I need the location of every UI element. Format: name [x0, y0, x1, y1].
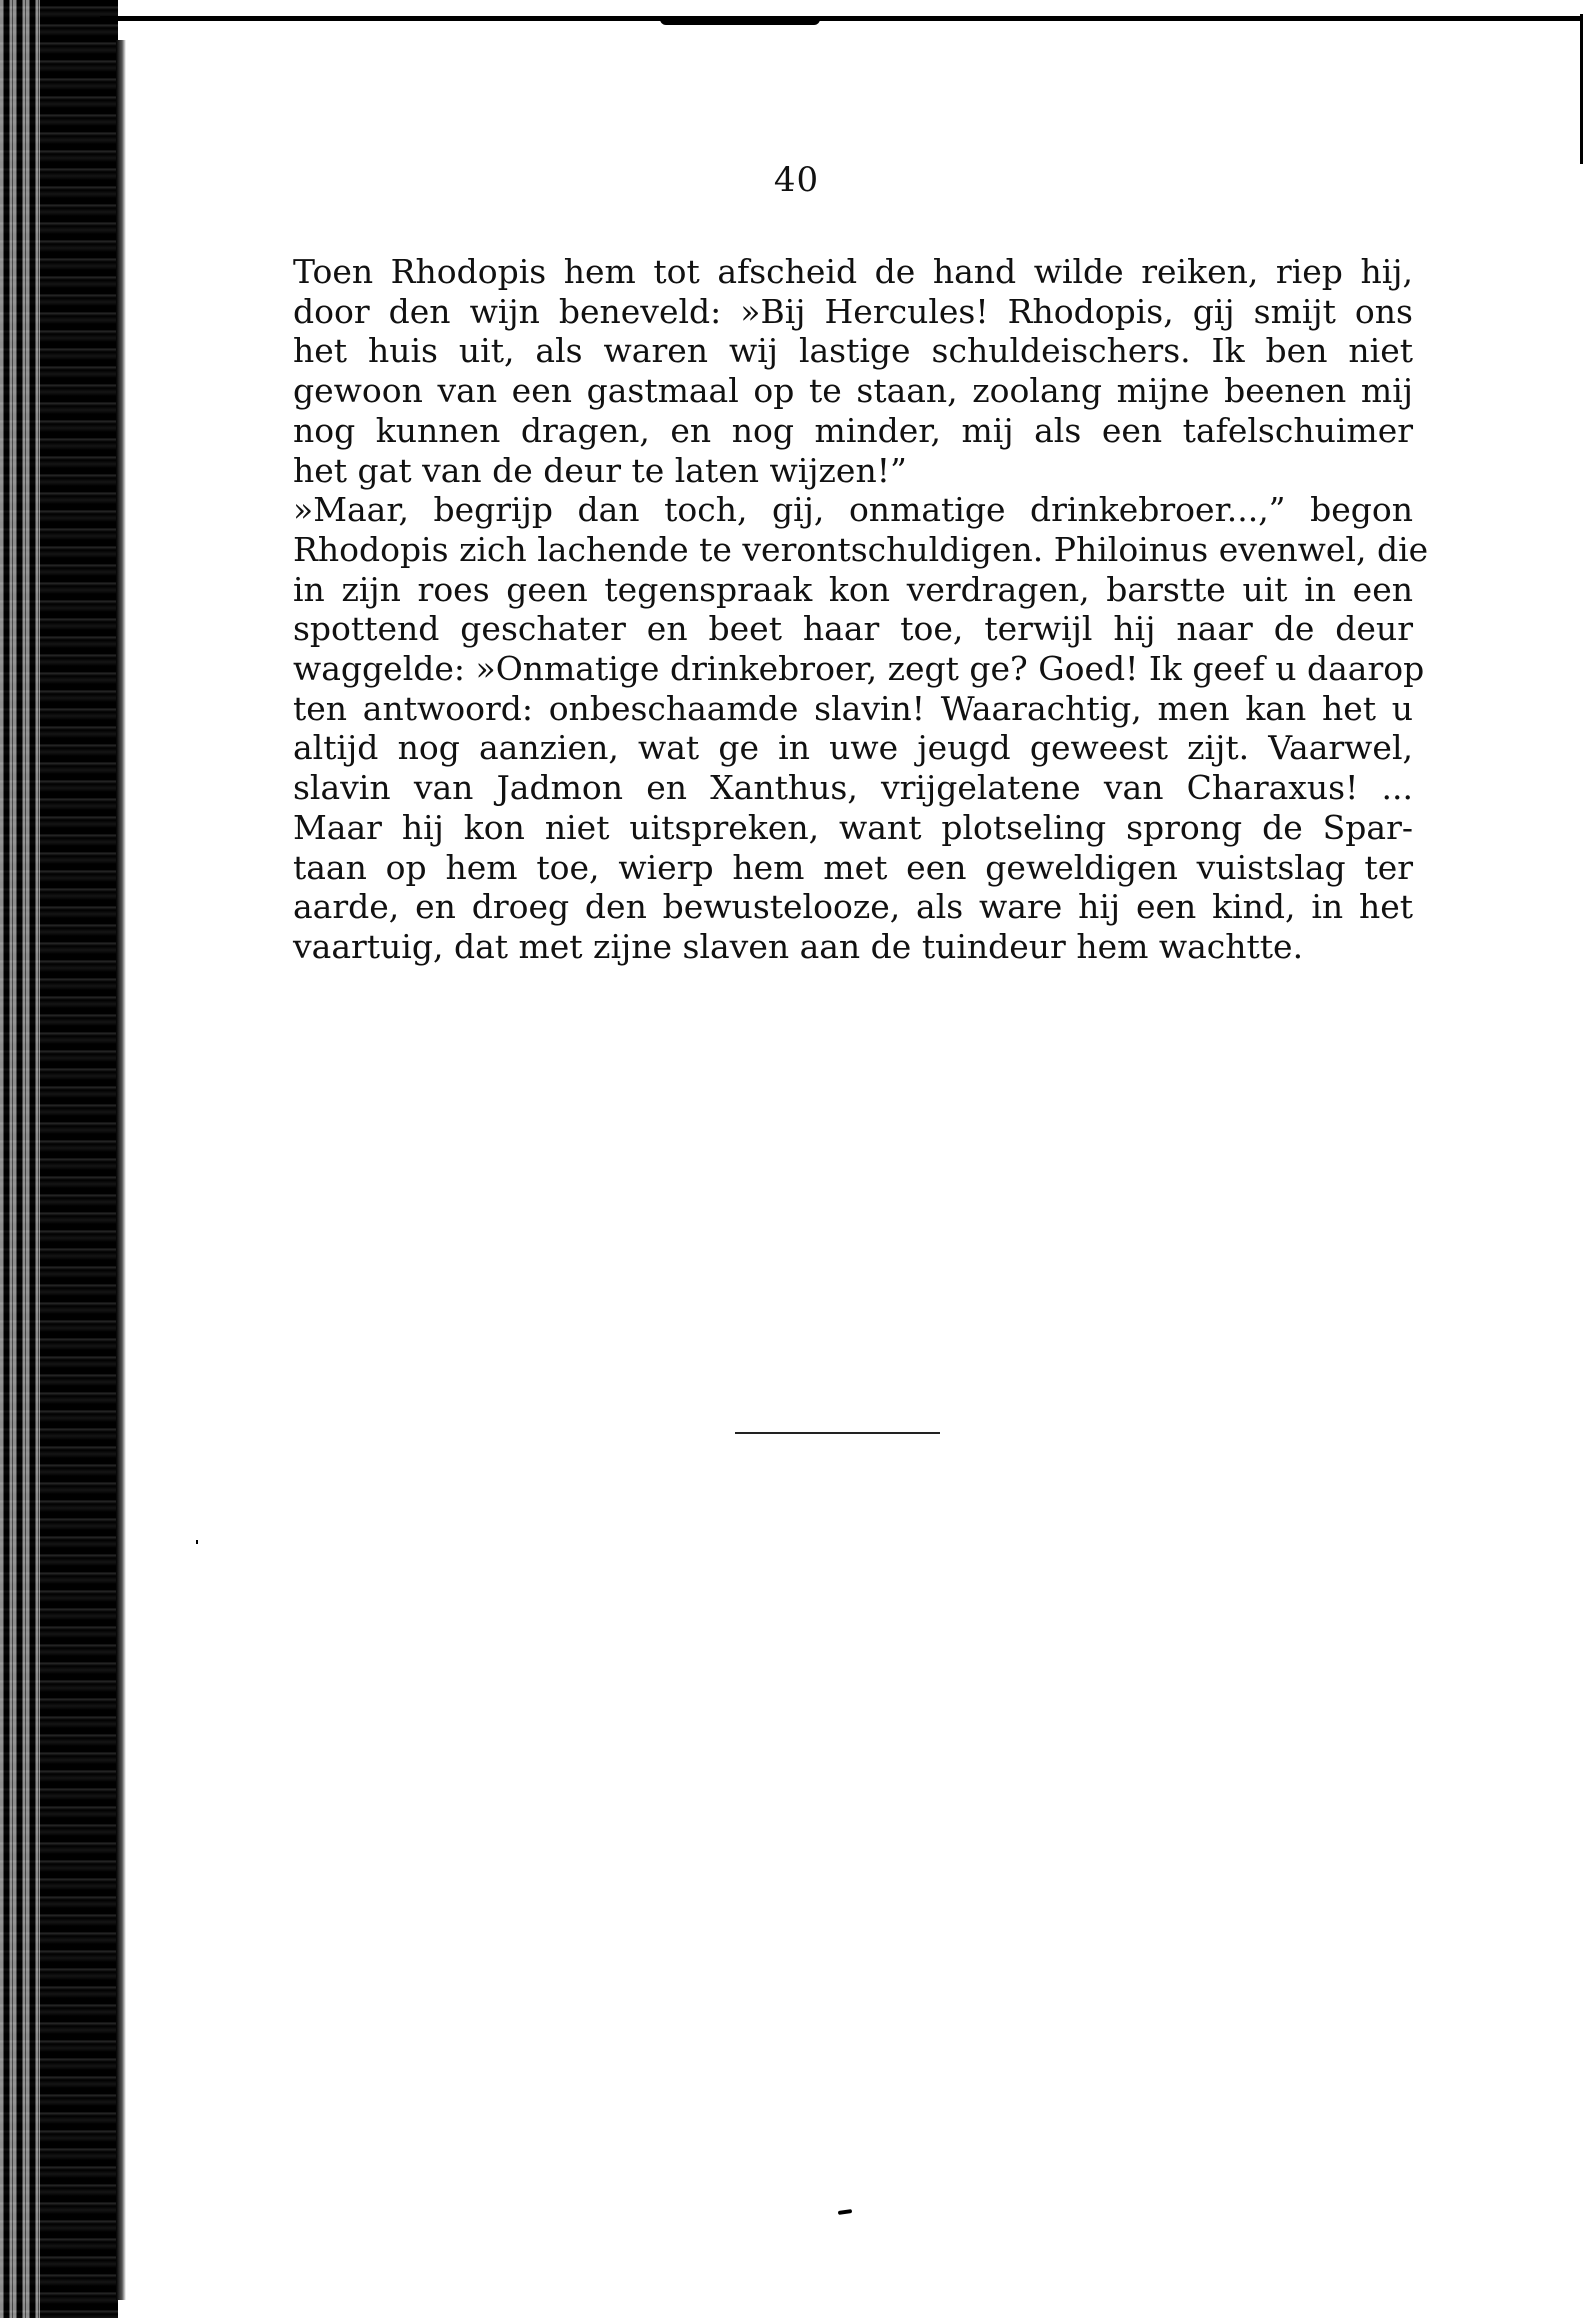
- text-line: het huis uit, als waren wij lastige schuldeischers. Ik ben niet: [293, 331, 1413, 371]
- right-edge: [1580, 14, 1583, 164]
- ink-speck: [196, 1540, 198, 1544]
- ink-speck: [838, 2209, 852, 2215]
- text-line: altijd nog aanzien, wat ge in uwe jeugd geweest zijt. Vaarwel,: [293, 728, 1413, 768]
- text-line: Toen Rhodopis hem tot afscheid de hand wilde reiken, riep hij,: [293, 252, 1413, 291]
- text-line: spottend geschater en beet haar toe, terwijl hij naar de deur: [293, 609, 1413, 649]
- text-line: Rhodopis zich lachende te verontschuldigen. Philoinus evenwel, die: [293, 529, 1429, 569]
- text-line: in zijn roes geen tegenspraak kon verdragen, barstte uit in een: [293, 569, 1413, 609]
- text-line: Maar hij kon niet uitspreken, want plotseling sprong de Spar-: [293, 807, 1413, 847]
- text-line: waggelde: »Onmatige drinkebroer, zegt ge? Goed! Ik geef u daarop: [293, 649, 1425, 689]
- top-border: [100, 16, 1580, 21]
- body-text: [293, 252, 1429, 967]
- section-divider: [735, 1432, 940, 1434]
- text-line: slavin van Jadmon en Xanthus, vrijgelatene van Charaxus! ...: [293, 768, 1413, 808]
- text-line: »Maar, begrijp dan toch, gij, onmatige drinkebroer...,” begon: [293, 490, 1413, 530]
- text-line: vaartuig, dat met zijne slaven aan de tuindeur hem wachtte.: [293, 926, 1304, 966]
- text-line: gewoon van een gastmaal op te staan, zoolang mijne beenen mij: [293, 371, 1413, 411]
- text-line: taan op hem toe, wierp hem met een geweldigen vuistslag ter: [293, 847, 1413, 887]
- text-line: aarde, en droeg den bewustelooze, als ware hij een kind, in het: [293, 887, 1413, 927]
- text-line: ten antwoord: onbeschaamde slavin! Waarachtig, men kan het u: [293, 688, 1413, 728]
- text-line: door den wijn beneveld: »Bij Hercules! Rhodopis, gij smijt ons: [293, 291, 1413, 331]
- page-number: 40: [773, 160, 820, 200]
- binding-edge: [0, 0, 118, 2318]
- text-line: nog kunnen dragen, en nog minder, mij als een tafelschuimer: [293, 410, 1413, 450]
- text-line: het gat van de deur te laten wijzen!”: [293, 450, 907, 490]
